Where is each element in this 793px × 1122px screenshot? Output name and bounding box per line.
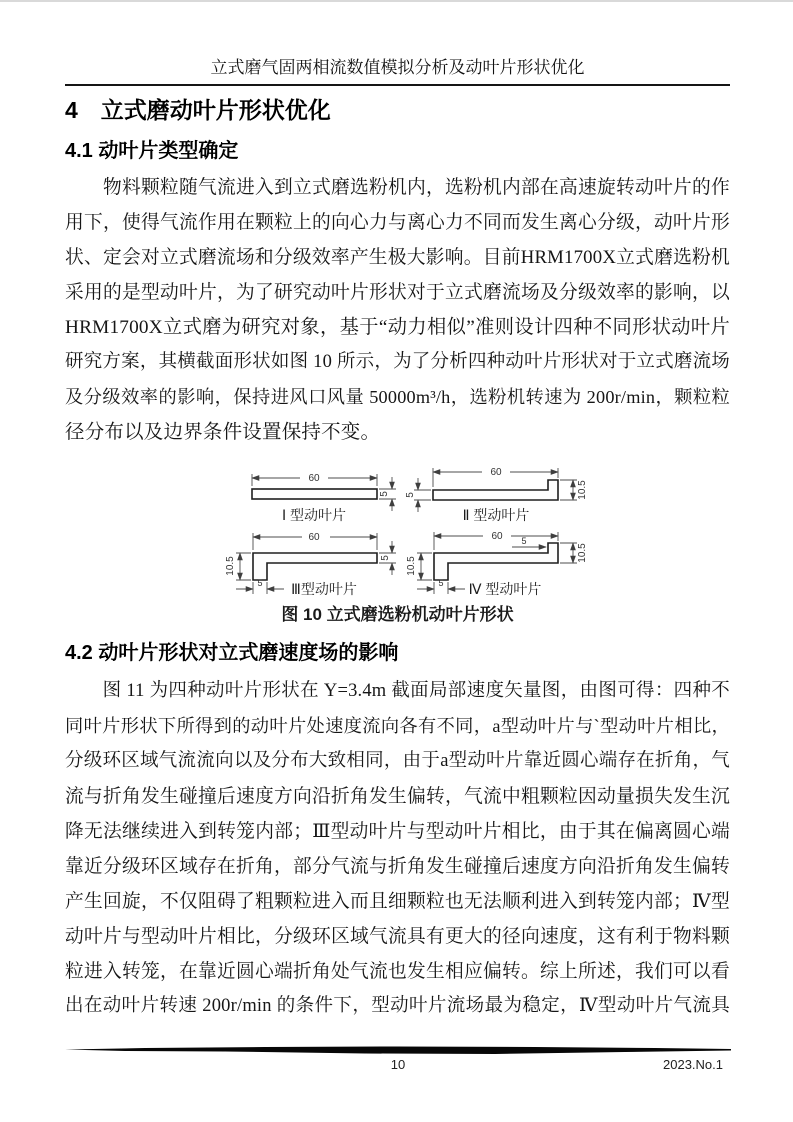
dim-label-thickness: 5 (405, 492, 416, 498)
page-footer (65, 1044, 731, 1077)
text-line: 靠近分级环区域存在折角，部分气流与折角发生碰撞后速度方向沿折角发生偏转 (65, 856, 730, 877)
blade-profile-figure (200, 453, 600, 601)
dim-label-height-right: 10.5 (577, 543, 588, 563)
running-header-title: 立式磨气固两相流数值模拟分析及动叶片形状优化 (65, 56, 730, 86)
blade-label: Ⅰ 型动叶片 (281, 507, 347, 523)
dim-label-foot: 5 (438, 578, 444, 588)
text-line: HRM1700X立式磨为研究对象，基于“动力相似”准则设计四种不同形状动叶片 (65, 317, 730, 338)
blade-cross-section (252, 489, 377, 499)
dim-label-height: 10.5 (225, 556, 236, 576)
page-number: 10 (390, 1057, 406, 1072)
issue-label: 2023.No.1 (663, 1057, 723, 1072)
dim-label-tab: 5 (521, 536, 527, 546)
text-line: 径分布以及边界条件设置保持不变。 (65, 422, 381, 443)
page-top-border (0, 0, 793, 2)
text-line: 状、定会对立式磨流场和分级效率产生极大影响。目前HRM1700X立式磨选粉机 (65, 247, 730, 268)
text-line: 图 11 为四种动叶片形状在 Y=3.4m 截面局部速度矢量图，由图可得：四种不 (65, 681, 730, 701)
dim-label-width: 60 (491, 531, 503, 542)
text-line: 用下，使得气流作用在颗粒上的向心力与离心力不同而发生离心分级，动叶片形 (65, 212, 730, 233)
text-line: 物料颗粒随气流进入到立式磨选粉机内，选粉机内部在高速旋转动叶片的作 (65, 177, 730, 198)
text-line: 研究方案，其横截面形状如图 10 所示，为了分析四种动叶片形状对于立式磨流场 (65, 352, 730, 372)
paragraph-2 (65, 674, 730, 1024)
blade-label: Ⅲ型动叶片 (291, 581, 357, 597)
text-line: 分级环区域气流流向以及分布大致相同，由于a型动叶片靠近圆心端存在折角，气 (65, 751, 730, 771)
text-line: 采用的是型动叶片，为了研究动叶片形状对于立式磨流场及分级效率的影响，以 (65, 282, 730, 303)
text-line: 出在动叶片转速 200r/min 的条件下，型动叶片流场最为稳定，Ⅳ型动叶片气流具 (65, 996, 730, 1016)
dim-label-width: 60 (490, 467, 502, 478)
section-4-heading: 4 立式磨动叶片形状优化 (65, 97, 331, 123)
footer-rule (65, 1044, 731, 1056)
figure-10 (65, 453, 730, 627)
dim-label-height: 10.5 (577, 480, 588, 500)
dim-label-thickness: 5 (379, 491, 390, 497)
text-line: 粒进入转笼，在靠近圆心端折角处气流也发生相应偏转。综上所述，我们可以看 (65, 961, 730, 982)
blade-panel-type-3 (225, 532, 396, 597)
subsection-4-2-heading: 4.2 动叶片形状对立式磨速度场的影响 (65, 642, 399, 664)
dim-label-width: 60 (308, 473, 320, 484)
text-line: 降无法继续进入到转笼内部；Ⅲ型动叶片与型动叶片相比，由于其在偏离圆心端 (65, 821, 730, 842)
blade-cross-section (433, 480, 558, 500)
text-line: 流与折角发生碰撞后速度方向沿折角发生偏转，气流中粗颗粒因动量损失发生沉 (65, 786, 730, 807)
dim-label-thickness: 5 (380, 555, 391, 561)
blade-label: Ⅱ 型动叶片 (462, 507, 530, 523)
dim-label-width: 60 (308, 532, 320, 543)
text-line: 动叶片与型动叶片相比，分级环区域气流具有更大的径向速度，这有利于物料颗 (65, 926, 730, 947)
blade-panel-type-2 (405, 467, 588, 523)
text-line: 及分级效率的影响，保持进风口风量 50000m³/h，选粉机转速为 200r/min，颗粒粒 (65, 387, 730, 407)
blade-label: Ⅳ 型动叶片 (468, 581, 542, 597)
footer-text-row (65, 1057, 731, 1077)
dim-label-height: 10.5 (406, 556, 417, 576)
text-line: 同叶片形状下所得到的动叶片处速度流向各有不同，a型动叶片与`型动叶片相比， (65, 716, 730, 736)
blade-panel-type-1 (252, 473, 396, 523)
subsection-4-1-heading: 4.1 动叶片类型确定 (65, 140, 239, 162)
dim-label-foot: 5 (257, 578, 263, 588)
blade-cross-section (253, 553, 377, 580)
text-line: 产生回旋，不仅阻碍了粗颗粒进入而且细颗粒也无法顺利进入到转笼内部；Ⅳ型 (65, 891, 730, 912)
paragraph-1 (65, 170, 730, 450)
figure-caption: 图 10 立式磨选粉机动叶片形状 (281, 605, 514, 624)
blade-panel-type-4 (406, 531, 588, 597)
blade-cross-section (434, 543, 558, 580)
